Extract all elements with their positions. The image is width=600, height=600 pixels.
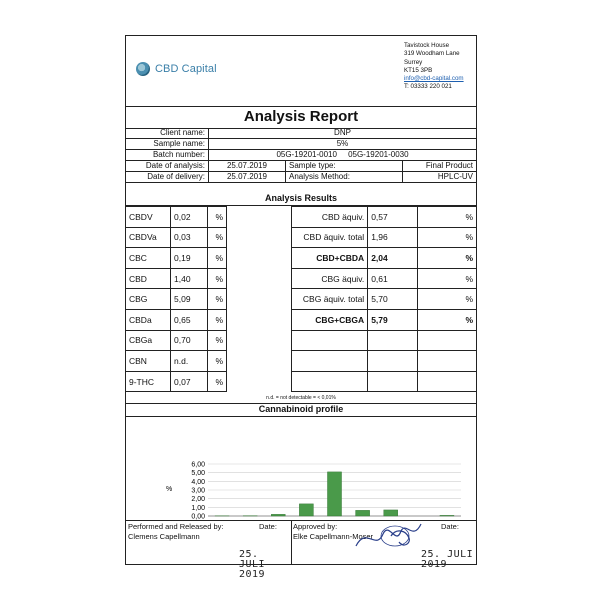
address-line: Surrey: [404, 58, 423, 66]
analysis-report-page: [125, 35, 477, 580]
equivalent-results-table: [291, 206, 476, 392]
result-name: [292, 330, 368, 351]
cannabinoid-results-table: [126, 206, 227, 392]
result-unit: %: [418, 227, 476, 248]
result-unit: %: [418, 248, 476, 269]
approved-by-name: Elke Capellmann-Moser: [293, 532, 374, 541]
date-stamp-2: 25. JULI 2019: [421, 549, 474, 570]
result-row: [292, 309, 477, 330]
result-value: 0,70: [171, 330, 208, 351]
performed-by-label: Performed and Released by:: [128, 522, 224, 531]
signature-footer: [126, 520, 476, 580]
result-name: [292, 351, 368, 372]
result-row: [292, 248, 477, 269]
client-name-label: Client name:: [126, 128, 209, 139]
result-value: 2,04: [368, 248, 418, 269]
result-value: n.d.: [171, 351, 208, 372]
sample-type-label: Sample type:: [286, 161, 403, 172]
result-name: 9-THC: [126, 371, 171, 392]
result-value: [368, 330, 418, 351]
handwritten-signature-icon: [351, 516, 431, 556]
analysis-method-label: Analysis Method:: [286, 172, 403, 183]
result-unit: %: [418, 268, 476, 289]
sample-name-label: Sample name:: [126, 139, 209, 150]
result-unit: %: [418, 309, 476, 330]
result-name: CBDa: [126, 309, 171, 330]
address-line: 319 Woodham Lane: [404, 50, 460, 58]
result-unit: %: [208, 371, 227, 392]
result-name: CBD+CBDA: [292, 248, 368, 269]
result-name: CBC: [126, 248, 171, 269]
sample-type-value: Final Product: [403, 161, 477, 172]
result-value: 5,09: [171, 289, 208, 310]
approved-by-label: Approved by:: [293, 522, 338, 531]
result-row: [126, 227, 227, 248]
bar-chart: [126, 416, 476, 520]
email-link[interactable]: info@cbd-capital.com: [404, 75, 464, 83]
bar-cbd: [299, 504, 313, 516]
cbd-logo-icon: [136, 62, 150, 76]
result-row: [292, 207, 477, 228]
report-title: Analysis Report: [126, 106, 476, 129]
y-tick-label: 4,00: [191, 478, 205, 486]
date-label-2: Date:: [441, 522, 459, 531]
result-value: [368, 371, 418, 392]
result-row: [126, 351, 227, 372]
performed-by-name: Clemens Capellmann: [128, 532, 200, 541]
result-name: CBDVa: [126, 227, 171, 248]
client-name-value: DNP: [209, 128, 477, 139]
batch-number-1: 05G-19201-0010: [276, 150, 337, 159]
y-tick-label: 2,00: [191, 496, 205, 504]
y-tick-label: 0,00: [191, 513, 205, 520]
result-name: CBG äquiv. total: [292, 289, 368, 310]
date-label-1: Date:: [259, 522, 277, 531]
batch-number-label: Batch number:: [126, 150, 209, 161]
result-unit: %: [208, 207, 227, 228]
result-unit: [418, 351, 476, 372]
approved-by-cell: [291, 520, 476, 570]
date-of-delivery-label: Date of delivery:: [126, 172, 209, 183]
result-unit: %: [208, 289, 227, 310]
result-unit: %: [418, 289, 476, 310]
bar-9-thc: [440, 515, 454, 516]
result-value: 0,07: [171, 371, 208, 392]
company-logo: [136, 62, 217, 76]
result-unit: %: [208, 227, 227, 248]
result-name: CBD äquiv.: [292, 207, 368, 228]
date-stamp-1: 25. JULI 2019: [239, 549, 266, 580]
result-row: [292, 227, 477, 248]
result-row: [126, 268, 227, 289]
sample-info-table: [126, 128, 476, 183]
result-unit: [418, 330, 476, 351]
cannabinoid-profile-chart: [126, 416, 476, 521]
result-unit: %: [208, 351, 227, 372]
result-value: 0,02: [171, 207, 208, 228]
result-row: [126, 289, 227, 310]
bar-cbg: [327, 472, 341, 516]
result-name: CBGa: [126, 330, 171, 351]
y-axis-label: %: [166, 486, 173, 493]
result-unit: %: [208, 309, 227, 330]
result-row: [126, 330, 227, 351]
analysis-method-value: HPLC-UV: [403, 172, 477, 183]
result-unit: %: [208, 248, 227, 269]
result-value: 1,96: [368, 227, 418, 248]
result-value: [368, 351, 418, 372]
result-name: CBG äquiv.: [292, 268, 368, 289]
result-row: [126, 248, 227, 269]
batch-number-2: 05G-19201-0030: [348, 150, 409, 159]
cannabinoid-profile-heading: Cannabinoid profile: [126, 403, 476, 417]
result-unit: [418, 371, 476, 392]
result-value: 5,70: [368, 289, 418, 310]
y-tick-label: 3,00: [191, 487, 205, 495]
date-of-delivery-value: 25.07.2019: [209, 172, 286, 183]
result-value: 0,57: [368, 207, 418, 228]
date-of-analysis-value: 25.07.2019: [209, 161, 286, 172]
result-unit: %: [208, 268, 227, 289]
result-row: [292, 351, 477, 372]
result-row: [292, 330, 477, 351]
analysis-results-heading: Analysis Results: [126, 192, 476, 206]
batch-number-value: [209, 150, 477, 161]
result-name: CBN: [126, 351, 171, 372]
result-value: 1,40: [171, 268, 208, 289]
result-row: [126, 207, 227, 228]
address-line: Tavistock House: [404, 42, 450, 49]
result-value: 0,03: [171, 227, 208, 248]
company-address: [404, 42, 464, 92]
result-row: [292, 268, 477, 289]
result-unit: %: [208, 330, 227, 351]
bar-cbc: [271, 514, 285, 516]
y-tick-label: 5,00: [191, 470, 205, 478]
result-value: 5,79: [368, 309, 418, 330]
not-detectable-note: n.d. = not detectable = < 0,01%: [126, 393, 476, 404]
y-tick-label: 1,00: [191, 504, 205, 512]
sample-name-value: 5%: [209, 139, 477, 150]
result-value: 0,65: [171, 309, 208, 330]
result-name: CBDV: [126, 207, 171, 228]
result-row: [126, 371, 227, 392]
phone-number: T: 03333 220 021: [404, 83, 452, 91]
logo-text: CBD Capital: [155, 63, 217, 75]
address-line: KT15 3PB: [404, 66, 433, 74]
performed-by-cell: [126, 520, 292, 580]
report-header: [126, 36, 476, 107]
y-tick-label: 6,00: [191, 461, 205, 469]
result-name: CBD äquiv. total: [292, 227, 368, 248]
result-row: [292, 289, 477, 310]
result-name: [292, 371, 368, 392]
result-name: CBG: [126, 289, 171, 310]
result-unit: %: [418, 207, 476, 228]
result-row: [292, 371, 477, 392]
result-name: CBG+CBGA: [292, 309, 368, 330]
result-row: [126, 309, 227, 330]
result-value: 0,19: [171, 248, 208, 269]
result-value: 0,61: [368, 268, 418, 289]
result-name: CBD: [126, 268, 171, 289]
date-of-analysis-label: Date of analysis:: [126, 161, 209, 172]
